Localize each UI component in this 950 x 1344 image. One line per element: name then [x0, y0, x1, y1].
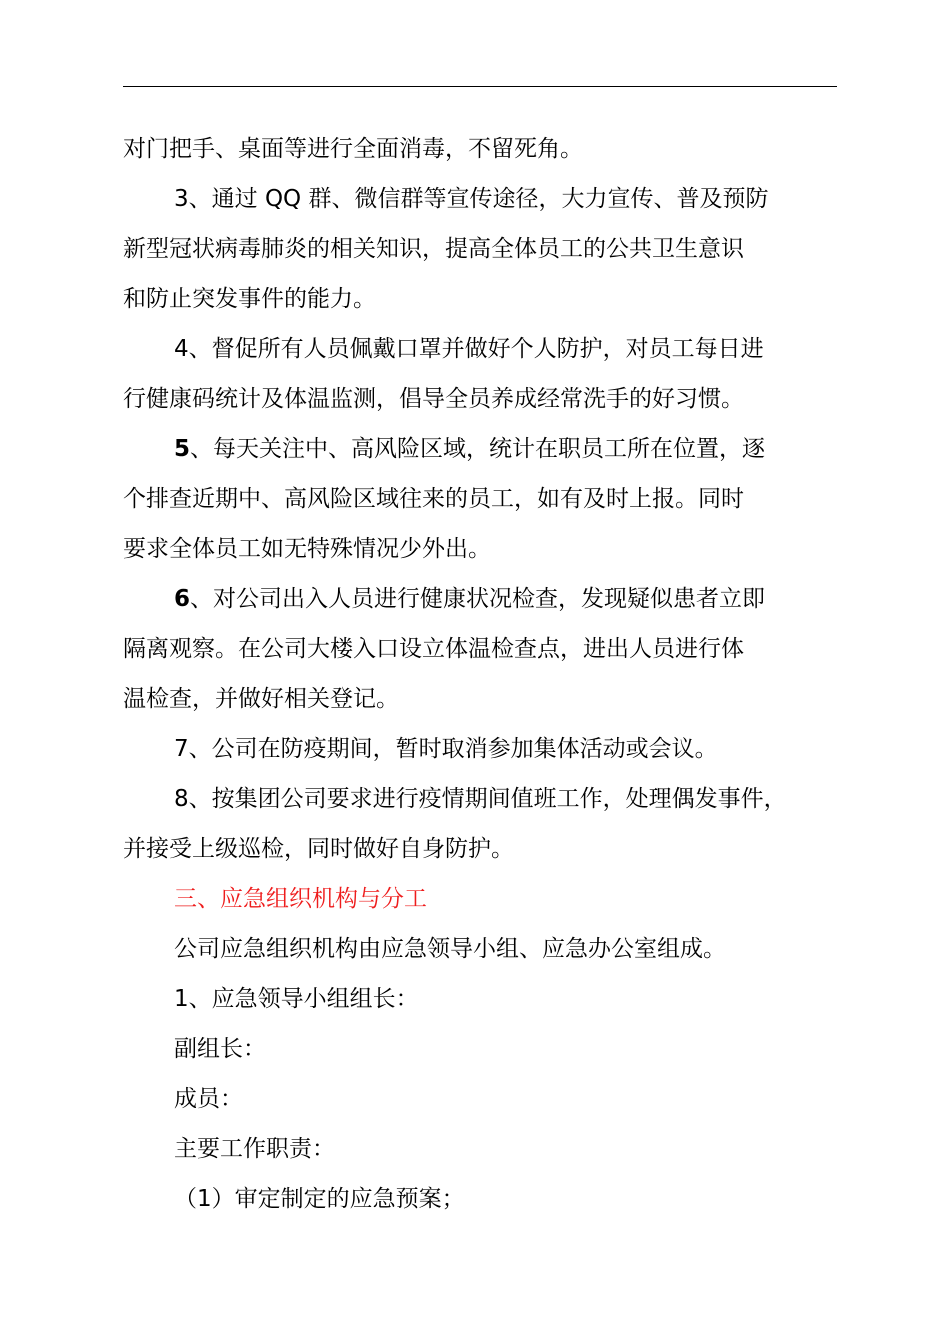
paragraph-line: 要求全体员工如无特殊情况少外出。 [123, 536, 491, 562]
paragraph-line: 新型冠状病毒肺炎的相关知识，提高全体员工的公共卫生意识 [123, 236, 744, 262]
document-body [123, 124, 863, 1224]
item-number: 5 [174, 436, 191, 462]
paragraph-line: 个排查近期中、高风险区域往来的员工，如有及时上报。同时 [123, 486, 744, 512]
paragraph-line: 4、督促所有人员佩戴口罩并做好个人防护，对员工每日进 [174, 336, 764, 362]
paragraph-line [123, 574, 863, 624]
item-text: 、对公司出入人员进行健康状况检查，发现疑似患者立即 [190, 586, 766, 612]
paragraph-line: 和防止突发事件的能力。 [123, 286, 376, 312]
paragraph-line: 行健康码统计及体温监测，倡导全员养成经常洗手的好习惯。 [123, 386, 744, 412]
section-heading: 三、应急组织机构与分工 [174, 886, 427, 912]
paragraph-line: 隔离观察。在公司大楼入口设立体温检查点，进出人员进行体 [123, 636, 744, 662]
paragraph-line: 副组长： [174, 1036, 266, 1062]
paragraph-line: 3、通过 QQ 群、微信群等宣传途径，大力宣传、普及预防 [174, 186, 769, 212]
item-number: 6 [174, 586, 191, 612]
paragraph-line: 公司应急组织机构由应急领导小组、应急办公室组成。 [174, 936, 726, 962]
paragraph-line: 成员： [174, 1086, 243, 1112]
paragraph-line: 并接受上级巡检，同时做好自身防护。 [123, 836, 514, 862]
paragraph-line [123, 424, 863, 474]
paragraph-line: 温检查，并做好相关登记。 [123, 686, 399, 712]
paragraph-line: 主要工作职责： [174, 1136, 335, 1162]
header-rule [123, 86, 837, 87]
paragraph-line: （1）审定制定的应急预案； [174, 1186, 465, 1212]
paragraph-line: 对门把手、桌面等进行全面消毒，不留死角。 [123, 136, 583, 162]
paragraph-line: 8、按集团公司要求进行疫情期间值班工作，处理偶发事件， [174, 786, 787, 812]
item-text: 、每天关注中、高风险区域，统计在职员工所在位置，逐 [190, 436, 766, 462]
paragraph-line: 7、公司在防疫期间，暂时取消参加集体活动或会议。 [174, 736, 718, 762]
paragraph-line: 1、应急领导小组组长： [174, 986, 419, 1012]
